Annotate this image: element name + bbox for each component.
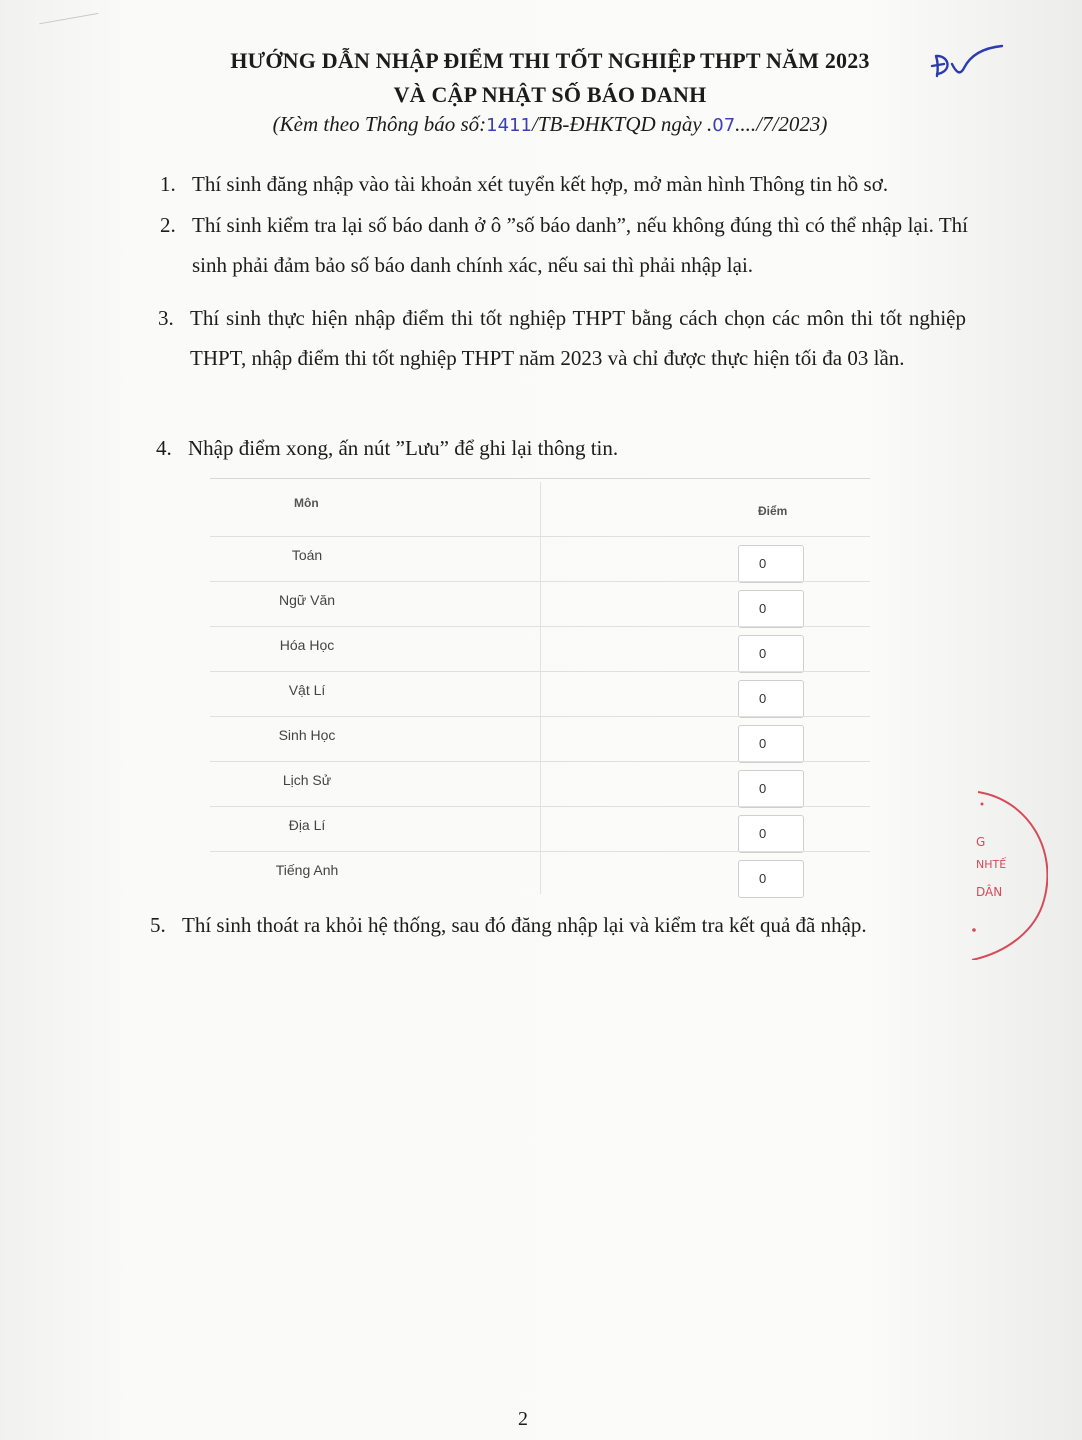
subject-name: Lịch Sử bbox=[282, 772, 332, 788]
table-row bbox=[210, 671, 870, 717]
step-3-text: Thí sinh thực hiện nhập điểm thi tốt nghiệp THPT bằng cách chọn các môn thi tốt nghiệp THPT, nhập điểm thi tốt nghiệp THPT năm 2023 và chỉ được thực hiện tối đa 03 lần. bbox=[190, 306, 966, 370]
subtitle-middle: /TB-ĐHKTQD ngày . bbox=[531, 112, 713, 136]
table-row bbox=[210, 536, 870, 582]
step-4-number: 4. bbox=[156, 436, 172, 460]
column-header-score: Điểm bbox=[758, 504, 788, 518]
subject-name: Ngữ Văn bbox=[278, 592, 336, 608]
score-input[interactable]: 0 bbox=[738, 680, 804, 718]
step-3 bbox=[158, 298, 968, 418]
red-seal-stamp bbox=[968, 780, 1048, 960]
step-4-text: Nhập điểm xong, ấn nút ”Lưu” để ghi lại thông tin. bbox=[188, 436, 619, 460]
subject-name: Vật Lí bbox=[288, 682, 326, 698]
svg-text:G: G bbox=[976, 835, 986, 849]
step-1-text: Thí sinh đăng nhập vào tài khoản xét tuyển kết hợp, mở màn hình Thông tin hồ sơ. bbox=[192, 172, 889, 196]
svg-text:DÂN: DÂN bbox=[976, 885, 1003, 899]
subject-name: Sinh Học bbox=[278, 727, 336, 743]
subject-name: Địa Lí bbox=[288, 817, 326, 833]
score-input[interactable]: 0 bbox=[738, 590, 804, 628]
table-row bbox=[210, 761, 870, 807]
step-2 bbox=[160, 205, 970, 295]
document-subtitle bbox=[150, 112, 950, 137]
table-row bbox=[210, 806, 870, 852]
scan-edge-mark bbox=[39, 13, 101, 38]
score-input[interactable]: 0 bbox=[738, 770, 804, 808]
step-3-number: 3. bbox=[158, 306, 174, 330]
table-row bbox=[210, 716, 870, 762]
score-input[interactable]: 0 bbox=[738, 815, 804, 853]
svg-text:NHTẾ: NHTẾ bbox=[976, 858, 1007, 871]
column-header-subject: Môn bbox=[294, 496, 319, 510]
score-entry-table bbox=[210, 478, 870, 898]
subtitle-suffix: ..../7/2023) bbox=[735, 112, 828, 136]
step-2-text: Thí sinh kiểm tra lại số báo danh ở ô ”số báo danh”, nếu không đúng thì có thể nhập lại. Thí sinh phải đảm bảo số báo danh chính xác, nếu sai thì phải nhập lại. bbox=[192, 213, 968, 277]
score-input[interactable]: 0 bbox=[738, 725, 804, 763]
subject-name: Toán bbox=[291, 547, 323, 563]
handwritten-notice-number: 1411 bbox=[486, 115, 532, 136]
document-title-line2: VÀ CẬP NHẬT SỐ BÁO DANH bbox=[393, 82, 707, 107]
step-5-number: 5. bbox=[150, 913, 166, 937]
subject-name: Hóa Học bbox=[279, 637, 335, 653]
table-row bbox=[210, 626, 870, 672]
score-input[interactable]: 0 bbox=[738, 635, 804, 673]
handwritten-day: 07 bbox=[712, 115, 736, 136]
step-1-number: 1. bbox=[160, 172, 176, 196]
document-title-line1: HƯỚNG DẪN NHẬP ĐIỂM THI TỐT NGHIỆP THPT NĂM 2023 bbox=[230, 48, 870, 73]
handwritten-signature bbox=[928, 42, 1008, 82]
table-row bbox=[210, 581, 870, 627]
table-top-border bbox=[210, 478, 870, 479]
score-input[interactable]: 0 bbox=[738, 545, 804, 583]
table-row bbox=[210, 851, 870, 897]
score-input[interactable]: 0 bbox=[738, 860, 804, 898]
step-5-text: Thí sinh thoát ra khỏi hệ thống, sau đó đăng nhập lại và kiểm tra kết quả đã nhập. bbox=[182, 913, 867, 937]
subtitle-prefix: (Kèm theo Thông báo số: bbox=[272, 112, 487, 136]
step-2-number: 2. bbox=[160, 213, 176, 237]
page-number: 2 bbox=[518, 1408, 528, 1430]
subject-name: Tiếng Anh bbox=[275, 862, 339, 878]
